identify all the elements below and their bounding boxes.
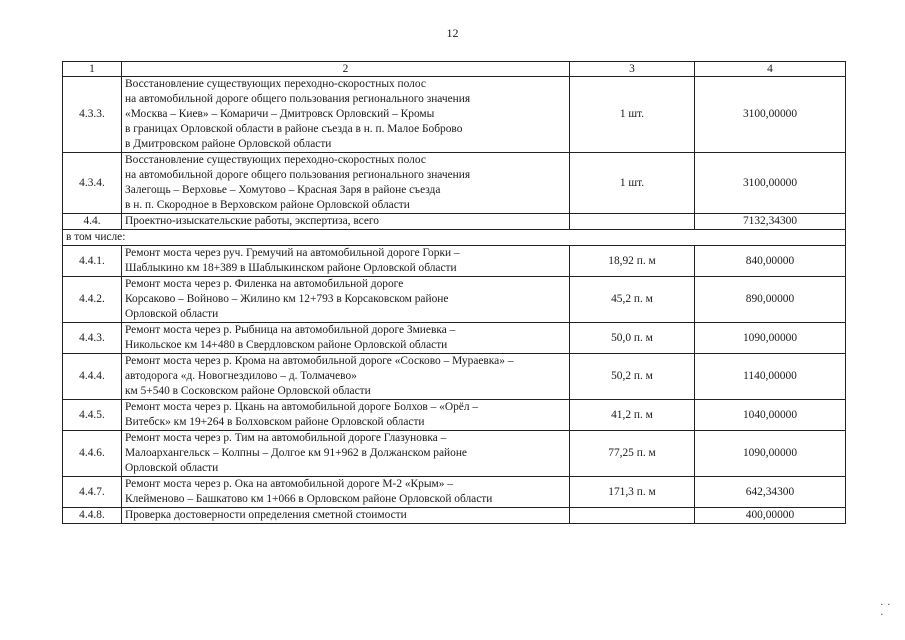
description-line: Восстановление существующих переходно-скоростных полос — [125, 154, 426, 166]
description-line: Шаблыкино км 18+389 в Шаблыкинском районе Орловской области — [125, 262, 457, 274]
table-subheader-group — [63, 230, 846, 246]
row-number: 4.4.7. — [63, 477, 122, 508]
row-quantity: 77,25 п. м — [570, 431, 695, 477]
row-sum: 890,00000 — [695, 277, 846, 323]
row-sum: 3100,00000 — [695, 153, 846, 214]
description-line: в н. п. Скородное в Верховском районе Орловской области — [125, 199, 410, 211]
row-description — [122, 400, 570, 431]
row-description — [122, 508, 570, 524]
row-description — [122, 246, 570, 277]
subheader-label: в том числе: — [63, 230, 846, 246]
row-quantity: 41,2 п. м — [570, 400, 695, 431]
table-header-row — [63, 62, 846, 77]
row-description — [122, 77, 570, 153]
description-line: Ремонт моста через р. Ока на автомобильной дороге М-2 «Крым» – — [125, 478, 453, 490]
column-header: 1 — [63, 62, 122, 77]
description-line: км 5+540 в Сосковском районе Орловской области — [125, 385, 371, 397]
row-description — [122, 277, 570, 323]
description-line: Витебск» км 19+264 в Болховском районе Орловской области — [125, 416, 425, 428]
row-sum: 1090,00000 — [695, 323, 846, 354]
column-header: 3 — [570, 62, 695, 77]
description-line: Орловской области — [125, 462, 219, 474]
description-line: на автомобильной дороге общего пользования регионального значения — [125, 169, 471, 181]
description-line: Проектно-изыскательские работы, экспертиза, всего — [125, 215, 379, 227]
row-quantity: 171,3 п. м — [570, 477, 695, 508]
row-number: 4.4.5. — [63, 400, 122, 431]
row-quantity: 50,2 п. м — [570, 354, 695, 400]
column-header: 4 — [695, 62, 846, 77]
table-row — [63, 508, 846, 524]
page-number: 12 — [446, 26, 459, 40]
row-description — [122, 153, 570, 214]
scan-marks: . . . — [880, 597, 891, 618]
table-row — [63, 214, 846, 230]
row-description — [122, 214, 570, 230]
row-quantity — [570, 508, 695, 524]
row-quantity: 18,92 п. м — [570, 246, 695, 277]
description-line: Восстановление существующих переходно-скоростных полос — [125, 78, 426, 90]
row-number: 4.4.2. — [63, 277, 122, 323]
description-line: Клейменово – Башкатово км 1+066 в Орловском районе Орловской области — [125, 493, 493, 505]
table-row — [63, 323, 846, 354]
row-sum: 7132,34300 — [695, 214, 846, 230]
row-number: 4.4.4. — [63, 354, 122, 400]
row-sum: 1140,00000 — [695, 354, 846, 400]
table-row — [63, 277, 846, 323]
row-quantity: 1 шт. — [570, 153, 695, 214]
row-description — [122, 354, 570, 400]
description-line: в границах Орловской области в районе съезда в н. п. Малое Боброво — [125, 123, 463, 135]
row-number: 4.4. — [63, 214, 122, 230]
description-line: Ремонт моста через р. Цкань на автомобильной дороге Болхов – «Орёл – — [125, 401, 479, 413]
table-body-main — [63, 77, 846, 230]
description-line: автодорога «д. Новогнездилово – д. Толмачево» — [125, 370, 357, 382]
table-row — [63, 431, 846, 477]
column-header: 2 — [122, 62, 570, 77]
row-number: 4.4.6. — [63, 431, 122, 477]
description-line: Ремонт моста через р. Филенка на автомобильной дороге — [125, 278, 404, 290]
row-sum: 3100,00000 — [695, 77, 846, 153]
row-quantity — [570, 214, 695, 230]
row-sum: 840,00000 — [695, 246, 846, 277]
table-row — [63, 354, 846, 400]
description-line: Никольское км 14+480 в Свердловском районе Орловской области — [125, 339, 448, 351]
row-description — [122, 431, 570, 477]
description-line: Ремонт моста через руч. Гремучий на автомобильной дороге Горки – — [125, 247, 460, 259]
table-row — [63, 77, 846, 153]
table-row — [63, 246, 846, 277]
description-line: Ремонт моста через р. Рыбница на автомобильной дороге Змиевка – — [125, 324, 456, 336]
description-line: Проверка достоверности определения сметной стоимости — [125, 509, 407, 521]
description-line: Малоархангельск – Колпны – Долгое км 91+962 в Должанском районе — [125, 447, 467, 459]
table-row — [63, 400, 846, 431]
description-line: Корсаково – Войново – Жилино км 12+793 в Корсаковском районе — [125, 293, 449, 305]
row-number: 4.4.1. — [63, 246, 122, 277]
estimate-table — [62, 61, 846, 524]
description-line: Орловской области — [125, 308, 219, 320]
table-row — [63, 477, 846, 508]
table-row — [63, 153, 846, 214]
table-subheader-row — [63, 230, 846, 246]
row-quantity: 50,0 п. м — [570, 323, 695, 354]
description-line: Ремонт моста через р. Тим на автомобильной дороге Глазуновка – — [125, 432, 447, 444]
row-quantity: 45,2 п. м — [570, 277, 695, 323]
row-sum: 1090,00000 — [695, 431, 846, 477]
table-body-sub — [63, 246, 846, 524]
description-line: Залегощь – Верховье – Хомутово – Красная Заря в районе съезда — [125, 184, 441, 196]
row-number: 4.4.3. — [63, 323, 122, 354]
row-sum: 1040,00000 — [695, 400, 846, 431]
row-description — [122, 323, 570, 354]
row-description — [122, 477, 570, 508]
row-number: 4.4.8. — [63, 508, 122, 524]
row-sum: 642,34300 — [695, 477, 846, 508]
description-line: «Москва – Киев» – Комаричи – Дмитровск Орловский – Кромы — [125, 108, 435, 120]
row-number: 4.3.4. — [63, 153, 122, 214]
description-line: в Дмитровском районе Орловской области — [125, 138, 332, 150]
row-quantity: 1 шт. — [570, 77, 695, 153]
description-line: на автомобильной дороге общего пользования регионального значения — [125, 93, 471, 105]
description-line: Ремонт моста через р. Крома на автомобильной дороге «Сосково – Мураевка» – — [125, 355, 514, 367]
row-sum: 400,00000 — [695, 508, 846, 524]
row-number: 4.3.3. — [63, 77, 122, 153]
